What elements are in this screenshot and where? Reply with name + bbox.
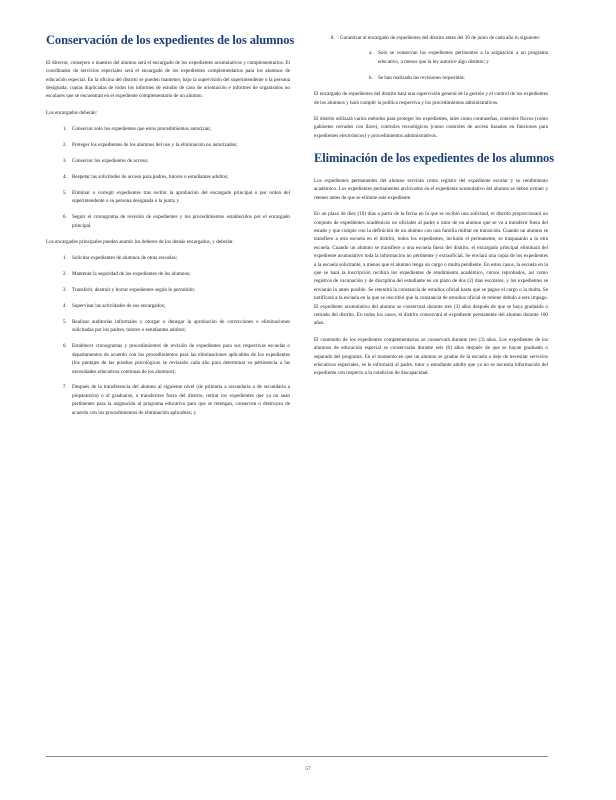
right-column xyxy=(314,34,554,386)
list-item: 4. Supervisar las actividades de sus encargados; xyxy=(68,302,290,310)
section-title-elimination: Eliminación de los expedientes de los alumnos xyxy=(314,151,554,166)
paragraph: El contenido de los expedientes complementarios se conservará durante tres (3) años. Los expedientes de los alumnos de educación especial se conservarán durante seis (6) años después de que se hayan graduado o separado del programa. En el momento en que un alumno se gradúe de la escuela o deje de necesitar servicios educativos especiales, se le informará al padre, tutor o estudiante adulto que ya no se necesita información del expediente con respecto a la condición de discapacidad. xyxy=(314,336,548,377)
sub-list-item: a. Solo se conservan los expedientes pertinentes a la asignación a un programa educativo, a menos que la ley autorice algo distinto; y xyxy=(374,49,548,66)
page-number: 57 xyxy=(305,766,311,772)
custodian-duties-list xyxy=(46,125,290,230)
list-item: 5. Eliminar o corregir expedientes tras recibir la aprobación del encargado principal o por orden del superintendente o su persona designada o la junta; y xyxy=(68,189,290,206)
list-item: 2. Mantener la seguridad de los expedientes de los alumnos; xyxy=(68,270,290,278)
paragraph: En un plazo de diez (10) días a partir de la fecha en la que se recibió una solicitud, el distrito proporcionará un conjunto de expedientes académicos no oficiales al padre o tutor de un alumno que se va a transferir fuera del estado y que cumple con la definición de un alumno con una familia militar en transición. Cuando un alumno se transfiere a otra escuela en el distrito, todos los expedientes, incluido el permanente, se traspasarán a la otra escuela. Cuando un alumno se transfiere a una escuela fuera del distrito, el encargado principal eliminará del expediente acumulativo toda la información no pertinente y extraoficial. Se enviará una copia de los expedientes a la escuela solicitante, a menos que el alumno tenga un cargo o multa pendiente. En estos casos, la escuela en la que se hará la inscripción recibirá los expedientes de rendimiento académico, cursos reprobados, así como registros de vacunación y de disciplina del estudiante en un plazo de dos (2) días escolares, y los expedientes se enviarán lo antes posible. Se retendrá la constancia de estudios oficial hasta que se pague el cargo o la multa. Se notificará a la escuela en la que se inscribió que la constancia de estudios oficial se retiene debido a este impago. El expediente acumulativo del alumno se conservará durante tres (3) años después de que se haya graduado o retirado del distrito. En todos los casos, el distrito conservará el expediente permanente del alumno durante 100 años. xyxy=(314,211,548,327)
left-column xyxy=(46,33,295,425)
principal-custodian-duties-list xyxy=(46,254,290,417)
list-item: 2. Proteger los expedientes de los alumnos del uso y la eliminación no autorizados; xyxy=(68,141,290,149)
paragraph: Los expedientes permanentes del alumno servirán como registro del expediente escolar y su rendimiento académico. Los expedientes permanentes archivados en el expediente acumulativo del alumno se deben extraer y retener antes de que se elimine este expediente. xyxy=(314,177,548,201)
sub-list xyxy=(340,49,548,82)
list-item: 3. Conservar los expedientes de acceso; xyxy=(68,157,290,165)
list-item xyxy=(336,34,548,82)
sub-list-item: b. Se han realizado las revisiones requeridas. xyxy=(374,74,548,82)
paragraph: El encargado de expedientes del distrito hará una supervisión general de la gestión y el control de los expedientes de los alumnos y hará cumplir la política respectiva y los procedimientos administrativos. xyxy=(314,91,548,106)
list-item: 4. Respetar las solicitudes de acceso para padres, tutores o estudiantes adultos; xyxy=(68,173,290,181)
list-item: 3. Transferir, destruir y borrar expedientes según lo permitido; xyxy=(68,286,290,294)
paragraph: El director, consejero o maestro del alumno será el encargado de los expedientes acumulativos y complementarios. El coordinador de servicios especiales será el encargado de los expedientes complementarios para los alumnos de educación especial. En la oficina del distrito se pueden mantener, bajo la supervisión del superintendente o la persona designada, copias duplicadas de todos los informes de estudio de caso de orientación e informes de organismos no escolares que se encuentran en el expediente complementario de un alumno. xyxy=(46,59,290,100)
list-item: 7. Después de la transferencia del alumno al siguiente nivel (de primaria a secundaria o de secundaria a preparatoria) o al graduarse, o transferirse fuera del distrito, retirar los expedientes que ya no sean pertinentes para la asignación al programa educativo para que se retengan, conserven o destruyan de acuerdo con los procedimientos de eliminación aplicables; y xyxy=(68,383,290,417)
paragraph: El distrito utilizará varios métodos para proteger los expedientes, tales como contraseñas, controles físicos (como gabinetes cerrados con llave), controles tecnológicos (como controles de acceso basados en funciones para expedientes electrónicos) y procedimientos administrativos. xyxy=(314,115,548,139)
list-item: 1. Conservar solo los expedientes que estos procedimientos autorizan; xyxy=(68,125,290,133)
section-title-conservation: Conservación de los expedientes de los alumnos xyxy=(46,33,295,47)
paragraph: Los encargados principales pueden asumir los deberes de los demás encargados, y deberán: xyxy=(46,238,234,245)
list-item-text: Garantizar al encargado de expedientes del distrito antes del 30 de junio de cada año lo siguiente: xyxy=(340,35,541,41)
list-item: 1. Solicitar expedientes de alumnos de otras escuelas; xyxy=(68,254,290,262)
list-item: 5. Realizar auditorías informales y otorgar o denegar la aprobación de correcciones o eliminaciones solicitadas por los padres, tutores o estudiantes adultos; xyxy=(68,318,290,335)
list-item: 6. Seguir el cronograma de revisión de expedientes y los procedimientos establecidos por el encargado principal. xyxy=(68,213,290,230)
list-item: 6. Establecer cronogramas y procedimientos de revisión de expedientes para sus respectivas escuelas o departamentos de acuerdo con los procedimientos para las eliminaciones aplicables de los expedientes (los puntajes de las pruebas psicológicas se revisarán cada año para determinar su pertinencia a las necesidades educativas continuas de los alumnos); xyxy=(68,342,290,376)
paragraph: Los encargados deberán: xyxy=(46,109,98,116)
principal-custodian-duties-list-continued xyxy=(314,34,548,82)
footer-divider xyxy=(46,756,548,757)
